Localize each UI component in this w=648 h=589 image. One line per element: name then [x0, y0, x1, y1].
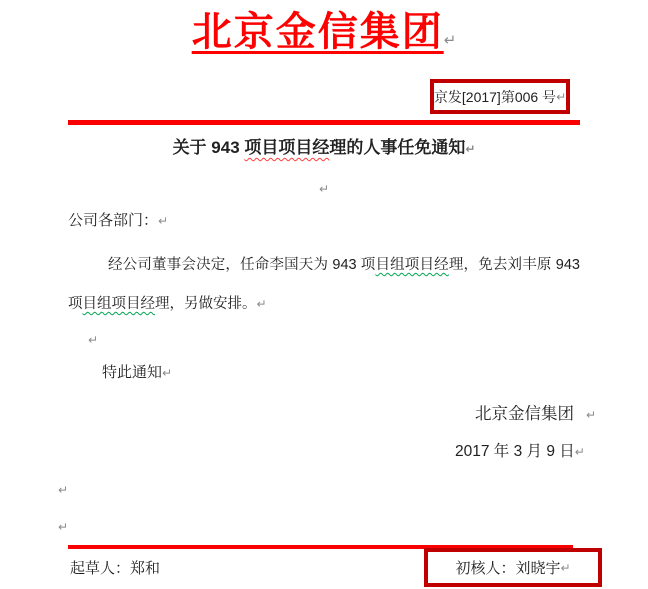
pilcrow-icon: ↵ — [465, 142, 476, 156]
grammar-flagged-text: 目组项目经 — [375, 257, 449, 273]
empty-paragraph — [58, 518, 68, 536]
body-text: 理，免去刘丰原 943 — [448, 257, 580, 273]
salutation-text: 公司各部门： — [68, 212, 159, 229]
signature-date-text: 2017 年 3 月 9 日 — [455, 443, 575, 460]
body-paragraph-line-2 — [68, 292, 267, 316]
pilcrow-icon: ↵ — [58, 483, 69, 497]
pilcrow-icon: ↵ — [443, 31, 457, 49]
pilcrow-icon: ↵ — [574, 445, 585, 459]
pilcrow-icon: ↵ — [318, 182, 330, 196]
body-text: 经公司董事会决定，任命李国天为 943 项 — [108, 257, 376, 273]
pilcrow-icon: ↵ — [162, 366, 173, 380]
empty-paragraph — [88, 331, 98, 349]
body-text: 项 — [68, 296, 83, 312]
reviewer-text: 初核人：刘晓宇 — [455, 560, 561, 577]
pilcrow-icon: ↵ — [158, 214, 169, 228]
body-text: 理，另做安排。 — [155, 296, 257, 312]
grammar-flagged-text: 目组项目经 — [82, 296, 155, 312]
doc-number: 京发[2017]第006 号 — [433, 88, 557, 105]
title-text: 理的人事任免通知 — [329, 138, 466, 157]
empty-paragraph — [58, 481, 68, 499]
pilcrow-icon: ↵ — [58, 520, 69, 534]
pilcrow-icon: ↵ — [88, 333, 99, 347]
drafter-text: 起草人：郑和 — [70, 560, 161, 577]
signature-company-text: 北京金信集团 — [475, 405, 574, 423]
pilcrow-icon: ↵ — [560, 560, 571, 575]
empty-paragraph — [0, 180, 648, 198]
pilcrow-icon: ↵ — [586, 408, 597, 422]
document-title — [0, 136, 648, 161]
header-divider-line — [68, 120, 580, 125]
signature-company — [475, 403, 596, 426]
closing-line — [102, 362, 172, 384]
signature-date — [455, 441, 585, 463]
reviewer-highlight-box — [424, 548, 602, 587]
document-header — [0, 4, 648, 60]
company-name: 北京金信集团 — [191, 9, 444, 54]
pilcrow-icon: ↵ — [256, 297, 267, 311]
pilcrow-icon: ↵ — [556, 89, 567, 104]
closing-text: 特此通知 — [102, 364, 163, 381]
spellcheck-flagged-text: 项目项目经 — [244, 138, 330, 157]
drafter-line — [70, 558, 160, 580]
body-paragraph-line-1 — [68, 253, 580, 277]
salutation — [68, 210, 168, 232]
title-text: 关于 943 — [172, 138, 245, 157]
doc-number-highlight-box — [430, 79, 570, 114]
